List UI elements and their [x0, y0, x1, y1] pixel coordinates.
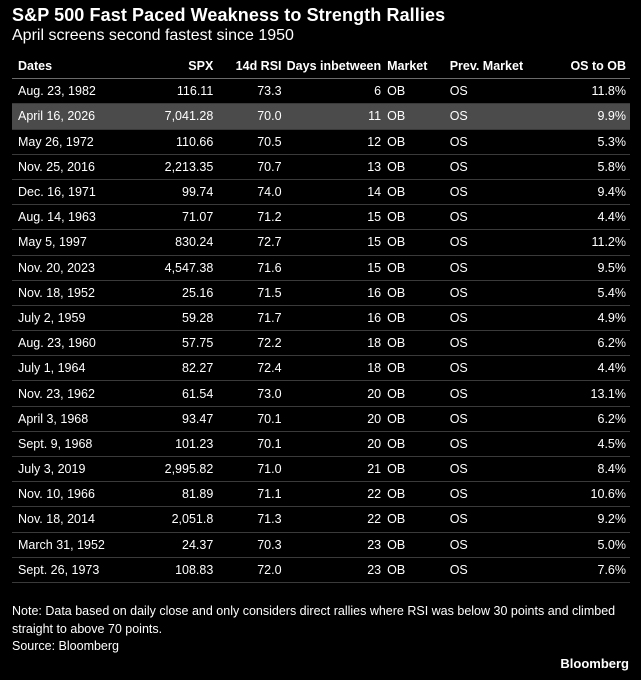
- header-market: Market: [381, 54, 446, 79]
- cell-spx: 4,547.38: [143, 255, 213, 280]
- cell-days: 11: [282, 104, 382, 129]
- cell-market: OB: [381, 457, 446, 482]
- cell-market: OB: [381, 280, 446, 305]
- cell-os-to-ob: 9.2%: [529, 507, 630, 532]
- page-title: S&P 500 Fast Paced Weakness to Strength Rallies: [12, 5, 446, 25]
- cell-prev-market: OS: [446, 356, 530, 381]
- table-row: [12, 331, 630, 356]
- table-row: [12, 356, 630, 381]
- cell-spx: 99.74: [143, 179, 213, 204]
- cell-os-to-ob: 4.4%: [529, 356, 630, 381]
- table-row: [12, 280, 630, 305]
- table-row: [12, 205, 630, 230]
- cell-date: July 2, 1959: [12, 305, 143, 330]
- cell-rsi: 72.7: [213, 230, 281, 255]
- cell-rsi: 71.1: [213, 482, 281, 507]
- rallies-table: [12, 54, 630, 583]
- table-row: [12, 507, 630, 532]
- table-header-row: [12, 54, 630, 79]
- cell-spx: 81.89: [143, 482, 213, 507]
- cell-prev-market: OS: [446, 557, 530, 582]
- cell-date: Dec. 16, 1971: [12, 179, 143, 204]
- cell-os-to-ob: 4.5%: [529, 431, 630, 456]
- cell-prev-market: OS: [446, 280, 530, 305]
- cell-days: 20: [282, 381, 382, 406]
- cell-date: May 26, 1972: [12, 129, 143, 154]
- cell-market: OB: [381, 482, 446, 507]
- cell-prev-market: OS: [446, 381, 530, 406]
- cell-days: 18: [282, 356, 382, 381]
- cell-spx: 2,995.82: [143, 457, 213, 482]
- cell-prev-market: OS: [446, 331, 530, 356]
- cell-os-to-ob: 11.2%: [529, 230, 630, 255]
- cell-market: OB: [381, 557, 446, 582]
- cell-prev-market: OS: [446, 406, 530, 431]
- cell-spx: 59.28: [143, 305, 213, 330]
- cell-date: April 16, 2026: [12, 104, 143, 129]
- cell-market: OB: [381, 305, 446, 330]
- cell-prev-market: OS: [446, 104, 530, 129]
- cell-date: Nov. 20, 2023: [12, 255, 143, 280]
- cell-os-to-ob: 8.4%: [529, 457, 630, 482]
- cell-spx: 830.24: [143, 230, 213, 255]
- cell-market: OB: [381, 406, 446, 431]
- cell-rsi: 71.6: [213, 255, 281, 280]
- table-body: [12, 79, 630, 583]
- cell-market: OB: [381, 381, 446, 406]
- cell-prev-market: OS: [446, 79, 530, 104]
- cell-market: OB: [381, 431, 446, 456]
- cell-os-to-ob: 11.8%: [529, 79, 630, 104]
- cell-rsi: 70.5: [213, 129, 281, 154]
- cell-rsi: 70.3: [213, 532, 281, 557]
- cell-rsi: 71.7: [213, 305, 281, 330]
- header-spx: SPX: [143, 54, 213, 79]
- cell-prev-market: OS: [446, 457, 530, 482]
- cell-date: Nov. 23, 1962: [12, 381, 143, 406]
- cell-prev-market: OS: [446, 154, 530, 179]
- table-row: [12, 305, 630, 330]
- header-days-inbetween: Days inbetween: [282, 54, 382, 79]
- cell-os-to-ob: 5.3%: [529, 129, 630, 154]
- cell-os-to-ob: 5.8%: [529, 154, 630, 179]
- cell-spx: 24.37: [143, 532, 213, 557]
- cell-market: OB: [381, 331, 446, 356]
- cell-spx: 116.11: [143, 79, 213, 104]
- cell-market: OB: [381, 104, 446, 129]
- cell-spx: 25.16: [143, 280, 213, 305]
- cell-spx: 71.07: [143, 205, 213, 230]
- cell-prev-market: OS: [446, 305, 530, 330]
- cell-prev-market: OS: [446, 507, 530, 532]
- cell-spx: 57.75: [143, 331, 213, 356]
- cell-market: OB: [381, 79, 446, 104]
- cell-rsi: 72.2: [213, 331, 281, 356]
- cell-os-to-ob: 5.0%: [529, 532, 630, 557]
- cell-spx: 2,213.35: [143, 154, 213, 179]
- bloomberg-logo: Bloomberg: [560, 656, 629, 671]
- table-row: [12, 154, 630, 179]
- table-row: [12, 532, 630, 557]
- cell-date: Nov. 10, 1966: [12, 482, 143, 507]
- cell-rsi: 70.1: [213, 431, 281, 456]
- cell-days: 18: [282, 331, 382, 356]
- cell-date: July 3, 2019: [12, 457, 143, 482]
- cell-date: Nov. 18, 2014: [12, 507, 143, 532]
- cell-days: 22: [282, 507, 382, 532]
- cell-spx: 61.54: [143, 381, 213, 406]
- cell-spx: 108.83: [143, 557, 213, 582]
- cell-date: Nov. 18, 1952: [12, 280, 143, 305]
- cell-date: March 31, 1952: [12, 532, 143, 557]
- cell-market: OB: [381, 129, 446, 154]
- cell-days: 22: [282, 482, 382, 507]
- table-row: [12, 381, 630, 406]
- cell-market: OB: [381, 356, 446, 381]
- cell-spx: 93.47: [143, 406, 213, 431]
- cell-date: Sept. 9, 1968: [12, 431, 143, 456]
- table-row: [12, 79, 630, 104]
- cell-os-to-ob: 9.5%: [529, 255, 630, 280]
- cell-market: OB: [381, 532, 446, 557]
- cell-date: Sept. 26, 1973: [12, 557, 143, 582]
- cell-date: Aug. 14, 1963: [12, 205, 143, 230]
- cell-rsi: 70.7: [213, 154, 281, 179]
- page-subtitle: April screens second fastest since 1950: [12, 27, 294, 44]
- cell-market: OB: [381, 205, 446, 230]
- cell-days: 12: [282, 129, 382, 154]
- cell-os-to-ob: 9.4%: [529, 179, 630, 204]
- cell-date: Nov. 25, 2016: [12, 154, 143, 179]
- cell-prev-market: OS: [446, 230, 530, 255]
- cell-rsi: 71.2: [213, 205, 281, 230]
- cell-prev-market: OS: [446, 532, 530, 557]
- cell-date: July 1, 1964: [12, 356, 143, 381]
- cell-os-to-ob: 4.4%: [529, 205, 630, 230]
- cell-days: 15: [282, 230, 382, 255]
- cell-rsi: 70.1: [213, 406, 281, 431]
- cell-spx: 7,041.28: [143, 104, 213, 129]
- cell-prev-market: OS: [446, 255, 530, 280]
- table-row: [12, 179, 630, 204]
- cell-days: 14: [282, 179, 382, 204]
- cell-prev-market: OS: [446, 431, 530, 456]
- table-row: [12, 457, 630, 482]
- cell-market: OB: [381, 179, 446, 204]
- cell-rsi: 71.0: [213, 457, 281, 482]
- cell-os-to-ob: 9.9%: [529, 104, 630, 129]
- cell-os-to-ob: 13.1%: [529, 381, 630, 406]
- header-prev-market: Prev. Market: [446, 54, 530, 79]
- table-row: [12, 129, 630, 154]
- header-rsi: 14d RSI: [213, 54, 281, 79]
- footnote: Note: Data based on daily close and only considers direct rallies where RSI was below 30 points and climbed straight to above 70 points.: [12, 604, 616, 636]
- cell-date: May 5, 1997: [12, 230, 143, 255]
- cell-days: 15: [282, 205, 382, 230]
- cell-days: 6: [282, 79, 382, 104]
- cell-market: OB: [381, 255, 446, 280]
- cell-days: 20: [282, 431, 382, 456]
- cell-spx: 101.23: [143, 431, 213, 456]
- table-row: [12, 255, 630, 280]
- cell-date: April 3, 1968: [12, 406, 143, 431]
- cell-days: 23: [282, 557, 382, 582]
- cell-rsi: 72.4: [213, 356, 281, 381]
- cell-days: 20: [282, 406, 382, 431]
- cell-rsi: 73.3: [213, 79, 281, 104]
- header-os-to-ob: OS to OB: [529, 54, 630, 79]
- header-dates: Dates: [12, 54, 143, 79]
- table-row: [12, 406, 630, 431]
- cell-os-to-ob: 4.9%: [529, 305, 630, 330]
- cell-rsi: 73.0: [213, 381, 281, 406]
- cell-os-to-ob: 5.4%: [529, 280, 630, 305]
- cell-days: 16: [282, 305, 382, 330]
- cell-os-to-ob: 6.2%: [529, 406, 630, 431]
- cell-prev-market: OS: [446, 205, 530, 230]
- cell-prev-market: OS: [446, 482, 530, 507]
- table-row: [12, 557, 630, 582]
- cell-days: 13: [282, 154, 382, 179]
- source-line: Source: Bloomberg: [12, 639, 120, 653]
- cell-os-to-ob: 10.6%: [529, 482, 630, 507]
- cell-days: 15: [282, 255, 382, 280]
- cell-rsi: 72.0: [213, 557, 281, 582]
- table-row: [12, 431, 630, 456]
- table-row: [12, 230, 630, 255]
- cell-market: OB: [381, 507, 446, 532]
- cell-rsi: 74.0: [213, 179, 281, 204]
- cell-days: 16: [282, 280, 382, 305]
- cell-spx: 2,051.8: [143, 507, 213, 532]
- cell-os-to-ob: 7.6%: [529, 557, 630, 582]
- cell-market: OB: [381, 230, 446, 255]
- cell-prev-market: OS: [446, 179, 530, 204]
- cell-days: 23: [282, 532, 382, 557]
- table-row: [12, 104, 630, 129]
- cell-date: Aug. 23, 1982: [12, 79, 143, 104]
- cell-date: Aug. 23, 1960: [12, 331, 143, 356]
- cell-spx: 82.27: [143, 356, 213, 381]
- cell-rsi: 70.0: [213, 104, 281, 129]
- cell-spx: 110.66: [143, 129, 213, 154]
- cell-os-to-ob: 6.2%: [529, 331, 630, 356]
- cell-prev-market: OS: [446, 129, 530, 154]
- cell-days: 21: [282, 457, 382, 482]
- table-row: [12, 482, 630, 507]
- cell-rsi: 71.5: [213, 280, 281, 305]
- cell-rsi: 71.3: [213, 507, 281, 532]
- cell-market: OB: [381, 154, 446, 179]
